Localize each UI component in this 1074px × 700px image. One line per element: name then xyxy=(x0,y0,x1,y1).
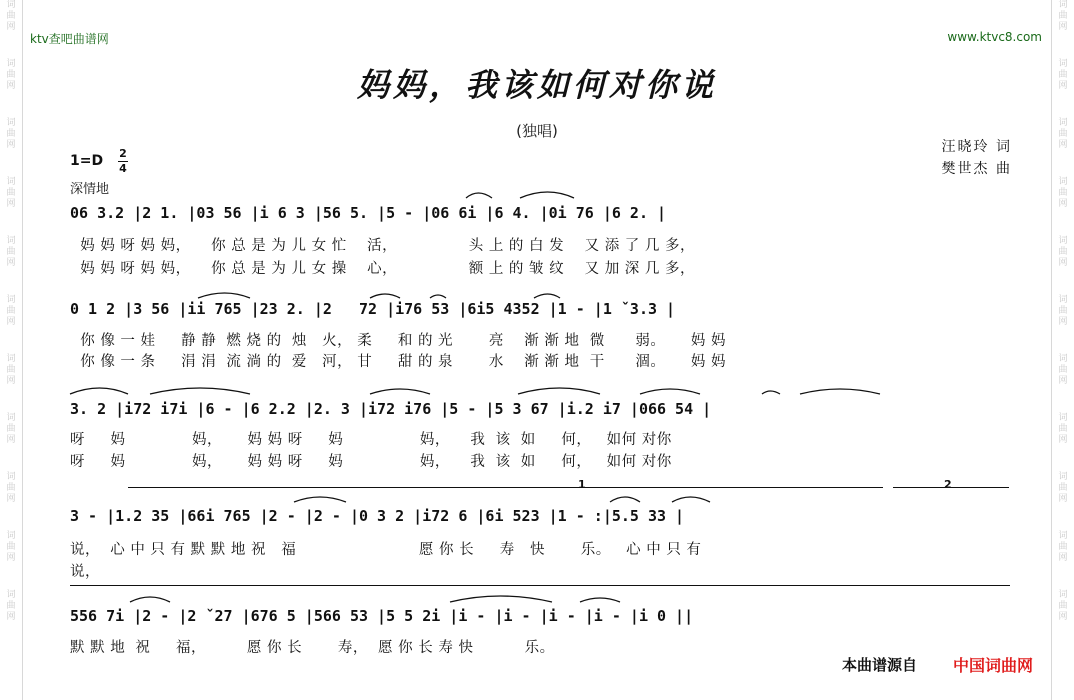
staff-4-lyrics-verse-2: 说， xyxy=(70,564,100,580)
watermark-text: 词 曲 网 xyxy=(6,295,16,327)
staff-2-notes: 0 1 2 |3 56 |ii 765 |23 2. |2 72 |i76 53 |6i5 4352 |1 - |1 ˇ3.3 | xyxy=(70,300,676,318)
tempo-mark: 深情地 xyxy=(70,182,110,197)
staff-1-notes: 06 3.2 |2 1. |03 56 |i 6 3 |56 5. |5 - |06 6i |6 4. |0i 76 |6 2. | xyxy=(70,204,667,222)
watermark-text: 词 曲 网 xyxy=(6,177,16,209)
watermark-text: 词 曲 网 xyxy=(6,413,16,445)
staff-2-lyrics-verse-2: 你 像 一 条 涓 涓 流 淌 的 爱 河， 甘 甜 的 泉 水 渐 渐 地 干 涸。 妈 妈 xyxy=(70,354,726,370)
header-right-site[interactable]: www.ktvc8.com xyxy=(947,30,1042,44)
staff-3-lyrics-verse-1: 呀 妈 妈， 妈 妈 呀 妈 妈， 我 该 如 何， 如何 对你 xyxy=(70,432,672,448)
staff-1-lyrics-verse-1: 妈 妈 呀 妈 妈， 你 总 是 为 儿 女 忙 活， 头 上 的 白 发 又 添 了 几 多， xyxy=(70,238,696,254)
header-left-site[interactable]: ktv查吧曲谱网 xyxy=(30,32,109,46)
watermark-text: 词 曲 网 xyxy=(1058,472,1068,504)
time-signature xyxy=(118,148,128,175)
staff-4-notes: 3 - |1.2 35 |66i 765 |2 - |2 - |0 3 2 |i72 6 |6i 523 |1 - :|5.5 33 | xyxy=(70,507,685,525)
staff-1-lyrics-verse-2: 妈 妈 呀 妈 妈， 你 总 是 为 儿 女 操 心， 额 上 的 皱 纹 又 加 深 几 多， xyxy=(70,261,696,277)
watermark-text: 词 曲 网 xyxy=(1058,236,1068,268)
watermark-text: 词 曲 网 xyxy=(6,0,16,32)
volta-2-number: 2 xyxy=(944,478,952,491)
staff-3-notes: 3. 2 |i72 i7i |6 - |6 2.2 |2. 3 |i72 i76 |5 - |5 3 67 |i.2 i7 |066 54 | xyxy=(70,400,712,418)
watermark-text: 词 曲 网 xyxy=(1058,0,1068,32)
section-rule xyxy=(70,585,1010,586)
staff-5-lyrics: 默 默 地 祝 福， 愿 你 长 寿， 愿 你 长 寿 快 乐。 xyxy=(70,640,555,656)
watermark-text: 词 曲 网 xyxy=(1058,295,1068,327)
watermark-text: 词 曲 网 xyxy=(1058,59,1068,91)
watermark-text: 词 曲 网 xyxy=(1058,118,1068,150)
watermark-text: 词 曲 网 xyxy=(1058,531,1068,563)
lyricist-credit: 汪晓玲 词 xyxy=(941,139,1012,155)
volta-bracket-1 xyxy=(128,487,883,488)
watermark-text: 词 曲 网 xyxy=(6,354,16,386)
watermark-text: 词 曲 网 xyxy=(1058,354,1068,386)
watermark-text: 词 曲 网 xyxy=(1058,590,1068,622)
watermark-text: 词 曲 网 xyxy=(1058,413,1068,445)
time-top: 2 xyxy=(119,147,127,160)
watermark-text: 词 曲 网 xyxy=(6,590,16,622)
watermark-text: 词 曲 网 xyxy=(1058,177,1068,209)
watermark-text: 词 曲 网 xyxy=(6,531,16,563)
staff-5-notes: 556 7i |2 - |2 ˇ27 |676 5 |566 53 |5 5 2i |i - |i - |i - |i - |i 0 || xyxy=(70,607,694,625)
watermark-text: 词 曲 网 xyxy=(6,472,16,504)
staff-3-lyrics-verse-2: 呀 妈 妈， 妈 妈 呀 妈 妈， 我 该 如 何， 如何 对你 xyxy=(70,454,672,470)
key-signature: 1=D xyxy=(70,153,104,169)
watermark-text: 词 曲 网 xyxy=(6,236,16,268)
song-subtitle: (独唱) xyxy=(516,122,558,140)
watermark-text: 词 曲 网 xyxy=(6,118,16,150)
staff-2-lyrics-verse-1: 你 像 一 娃 静 静 燃 烧 的 烛 火， 柔 和 的 光 亮 渐 渐 地 微 弱。 妈 妈 xyxy=(70,333,726,349)
watermark-text: 词 曲 网 xyxy=(6,59,16,91)
footer-source-label: 本曲谱源自 xyxy=(842,656,918,674)
time-bottom: 4 xyxy=(119,162,127,175)
footer-source-site[interactable]: 中国词曲网 xyxy=(953,656,1034,675)
volta-1-number: 1 xyxy=(578,478,586,491)
song-title: 妈妈，我该如何对你说 xyxy=(356,66,717,104)
composer-credit: 樊世杰 曲 xyxy=(941,161,1012,177)
staff-4-lyrics-verse-1: 说， 心 中 只 有 默 默 地 祝 福 愿 你 长 寿 快 乐。 心 中 只 有 xyxy=(70,542,702,558)
